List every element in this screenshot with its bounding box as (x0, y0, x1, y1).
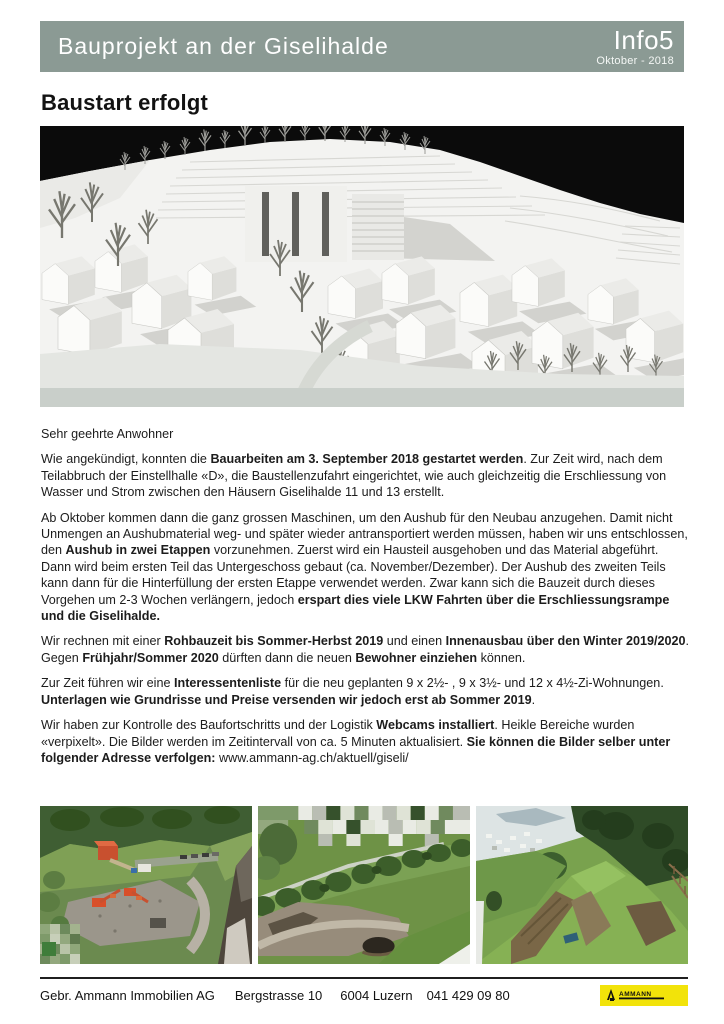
issue-date: Oktober - 2018 (596, 54, 674, 67)
paragraph-3: Wir rechnen mit einer Rohbauzeit bis Sommer-Herbst 2019 und einen Innenausbau über den Winter 2019/2020. Gegen Frühjahr/Sommer 2020 dürften dann die neuen Bewohner einziehen können. (41, 634, 690, 665)
headline: Baustart erfolgt (41, 90, 208, 115)
footer (40, 977, 688, 1006)
model-photo-graphic (40, 126, 684, 407)
header-bar (40, 21, 684, 72)
issue-number: Info5 (613, 24, 674, 55)
architectural-model-photo (40, 126, 684, 407)
footer-phone: 041 429 09 80 (426, 988, 510, 1003)
footer-divider (40, 977, 688, 979)
footer-street: Bergstrasse 10 (234, 988, 323, 1003)
footer-company: Gebr. Ammann Immobilien AG (40, 988, 215, 1003)
paragraph-5: Wir haben zur Kontrolle des Baufortschritts und der Logistik Webcams installiert. Heikle Bereiche wurden «verpixelt». Die Bilder werden im Zeitintervall von ca. 5 Minuten aktualisiert. Sie können die Bilder selber unter folgender Adresse verfolgen: www.ammann-ag.ch/aktuell/giseli/ (41, 718, 671, 765)
newsletter-title: Bauprojekt an der Giselihalde (58, 33, 389, 59)
body-text (41, 426, 691, 775)
issue-block (596, 24, 674, 67)
paragraph-4: Zur Zeit führen wir eine Interessentenliste für die neu geplanten 9 x 2½- , 9 x 3½- und 12 x 4½-Zi-Wohnungen. Unterlagen wie Grundrisse und Preise versenden wir jedoch erst ab Sommer 2019. (41, 676, 664, 707)
greeting: Sehr geehrte Anwohner (41, 427, 174, 441)
webcam-photo-construction-site (40, 806, 252, 964)
footer-row (40, 985, 688, 1006)
photo-row (40, 806, 688, 964)
ammann-logo (600, 985, 688, 1006)
paragraph-2: Ab Oktober kommen dann die ganz grossen Maschinen, um den Aushub für den Neubau anzugehen. Damit nicht Unmengen an Aushubmaterial weg- und später wieder antransportiert werden müssen, haben wir uns entschlossen, den Aushub in zwei Etappen vorzunehmen. Zuerst wird ein Hausteil ausgehoben und das Material abgeführt. Dann wird beim ersten Teil das Untergeschoss gebaut (ca. November/Dezember). Der Aushub des zweiten Teils kann dann für die Hinterfüllung der ersten Etappe verwendet werden. Zwar kann sich die Bauzeit durch dieses Vorgehen um 2-3 Wochen verlängern, jedoch erspart dies viele LKW Fahrten über die Erschliessungsrampe und die Giselihalde. (41, 510, 688, 624)
paragraph-1: Wie angekündigt, konnten die Bauarbeiten am 3. September 2018 gestartet werden. Zur Zeit wird, nach dem Teilabbruch der Einstellhalle «D», die Baustellenzufahrt eingerichtet, wie auch gleichzeitig die Erschliessung von Wasser und Strom zwischen den Häusern Giselihalde 11 und 13 erstellt. (41, 452, 667, 500)
webcam-photo-hillside-meadow (476, 806, 688, 964)
webcam-photo-garden-excavation (258, 806, 470, 964)
footer-city: 6004 Luzern (340, 988, 413, 1003)
logo-text: AMMANN (619, 991, 652, 998)
